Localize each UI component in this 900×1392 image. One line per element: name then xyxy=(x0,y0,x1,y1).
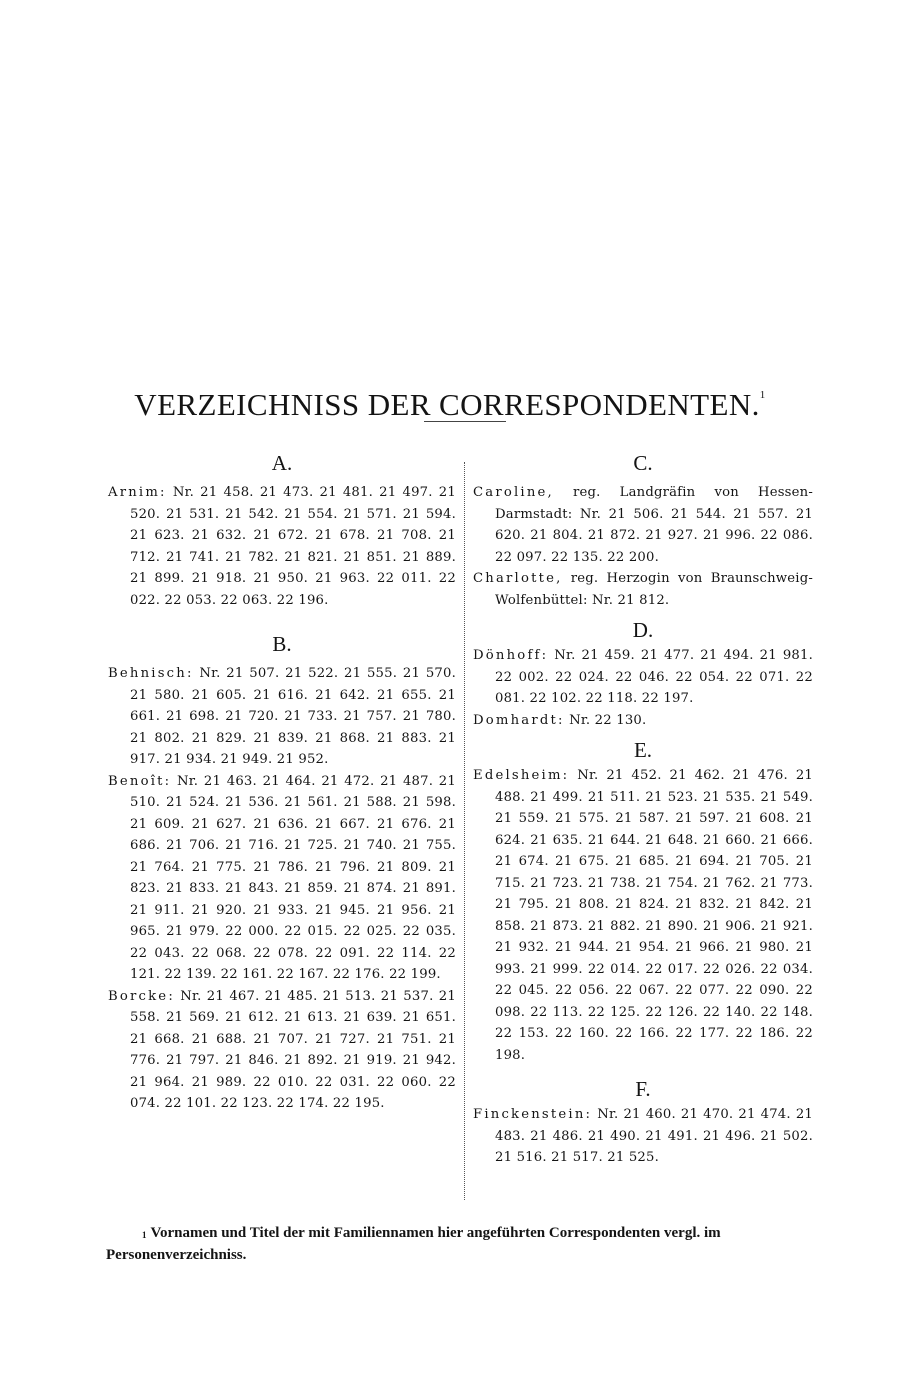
section-d xyxy=(473,617,813,731)
footnote-text: Vornamen und Titel der mit Familiennamen hier angeführten Correspondenten vergl. im Personenverzeichniss. xyxy=(106,1225,721,1263)
left-column xyxy=(108,450,456,1115)
section-letter: C. xyxy=(633,451,653,475)
letter-numbers: Nr. 22 130. xyxy=(569,712,647,728)
section-letter: F. xyxy=(635,1077,651,1101)
section-b xyxy=(108,631,456,1115)
section-a xyxy=(108,450,456,611)
section-letter: A. xyxy=(271,451,293,475)
section-letter: D. xyxy=(632,618,654,642)
footnote-marker: 1 xyxy=(759,388,766,401)
footnote-number: 1 xyxy=(142,1230,147,1240)
footnote xyxy=(106,1222,806,1266)
page-title-text: VERZEICHNISS DER CORRESPONDENTEN. xyxy=(134,386,760,422)
title-rule xyxy=(424,421,506,422)
section-c xyxy=(473,450,813,611)
letter-numbers: Nr. 21 463. 21 464. 21 472. 21 487. 21 510. 21 524. 21 536. 21 561. 21 588. 21 598. 21 609. 21 627. 21 636. 21 667. 21 676. 21 686. 21 706. 21 716. 21 725. 21 740. 21 755. 21 764. 21 775. 21 786. 21 796. 21 809. 21 823. 21 833. 21 843. 21 859. 21 874. 21 891. 21 911. 21 920. 21 933. 21 945. 21 956. 21 965. 21 979. 22 000. 22 015. 22 025. 22 035. 22 043. 22 068. 22 078. 22 091. 22 114. 22 121. 22 139. 22 161. 22 167. 22 176. 22 199. xyxy=(130,773,456,982)
letter-numbers: reg. Landgräfin von Hessen-Darmstadt: Nr. 21 506. 21 544. 21 557. 21 620. 21 804. 21 872. 21 927. 21 996. 22 086. 22 097. 22 135. 22 200. xyxy=(495,485,813,565)
correspondent-entry xyxy=(473,645,813,710)
right-column xyxy=(473,450,813,1169)
section-letter: B. xyxy=(272,632,292,656)
correspondent-name: Borcke: xyxy=(108,988,175,1004)
column-divider xyxy=(464,462,465,1200)
correspondent-entry xyxy=(473,710,813,732)
page-title xyxy=(0,387,900,423)
correspondent-entry xyxy=(108,771,456,986)
letter-numbers: reg. Herzogin von Braunschweig-Wolfenbüttel: Nr. 21 812. xyxy=(495,571,813,608)
correspondent-entry xyxy=(473,482,813,568)
letter-numbers: Nr. 21 459. 21 477. 21 494. 21 981. 22 002. 22 024. 22 046. 22 054. 22 071. 22 081. 22 102. 22 118. 22 197. xyxy=(495,648,813,706)
correspondent-name: Domhardt: xyxy=(473,712,565,728)
letter-numbers: Nr. 21 467. 21 485. 21 513. 21 537. 21 558. 21 569. 21 612. 21 613. 21 639. 21 651. 21 668. 21 688. 21 707. 21 727. 21 751. 21 776. 21 797. 21 846. 21 892. 21 919. 21 942. 21 964. 21 989. 22 010. 22 031. 22 060. 22 074. 22 101. 22 123. 22 174. 22 195. xyxy=(130,988,456,1111)
correspondent-entry xyxy=(108,663,456,771)
correspondent-name: Dönhoff: xyxy=(473,648,549,663)
section-letter: E. xyxy=(633,738,653,762)
letter-numbers: Nr. 21 452. 21 462. 21 476. 21 488. 21 499. 21 511. 21 523. 21 535. 21 549. 21 559. 21 575. 21 587. 21 597. 21 608. 21 624. 21 635. 21 644. 21 648. 21 660. 21 666. 21 674. 21 675. 21 685. 21 694. 21 705. 21 715. 21 723. 21 738. 21 754. 21 762. 21 773. 21 795. 21 808. 21 824. 21 832. 21 842. 21 858. 21 873. 21 882. 21 890. 21 906. 21 921. 21 932. 21 944. 21 954. 21 966. 21 980. 21 993. 21 999. 22 014. 22 017. 22 026. 22 034. 22 045. 22 056. 22 067. 22 077. 22 090. 22 098. 22 113. 22 125. 22 126. 22 140. 22 148. 22 153. 22 160. 22 166. 22 177. 22 186. 22 198. xyxy=(495,768,813,1063)
correspondent-name: Arnim: xyxy=(108,485,167,500)
section-f xyxy=(473,1076,813,1169)
correspondent-name: Benoît: xyxy=(108,773,172,789)
correspondent-entry xyxy=(473,1104,813,1169)
correspondent-name: Edelsheim: xyxy=(473,768,570,783)
letter-numbers: Nr. 21 458. 21 473. 21 481. 21 497. 21 520. 21 531. 21 542. 21 554. 21 571. 21 594. 21 623. 21 632. 21 672. 21 678. 21 708. 21 712. 21 741. 21 782. 21 821. 21 851. 21 889. 21 899. 21 918. 21 950. 21 963. 22 011. 22 022. 22 053. 22 063. 22 196. xyxy=(130,485,456,608)
correspondent-entry xyxy=(473,765,813,1066)
letter-numbers: Nr. 21 460. 21 470. 21 474. 21 483. 21 486. 21 490. 21 491. 21 496. 21 502. 21 516. 21 517. 21 525. xyxy=(495,1107,813,1165)
correspondent-name: Behnisch: xyxy=(108,666,194,681)
correspondent-entry xyxy=(108,986,456,1115)
letter-numbers: Nr. 21 507. 21 522. 21 555. 21 570. 21 580. 21 605. 21 616. 21 642. 21 655. 21 661. 21 698. 21 720. 21 733. 21 757. 21 780. 21 802. 21 829. 21 839. 21 868. 21 883. 21 917. 21 934. 21 949. 21 952. xyxy=(130,666,456,767)
correspondent-entry xyxy=(473,568,813,611)
correspondent-name: Caroline, xyxy=(473,485,554,500)
section-e xyxy=(473,737,813,1066)
correspondent-entry xyxy=(108,482,456,611)
correspondent-name: Finckenstein: xyxy=(473,1107,593,1122)
correspondent-name: Charlotte, xyxy=(473,571,563,586)
